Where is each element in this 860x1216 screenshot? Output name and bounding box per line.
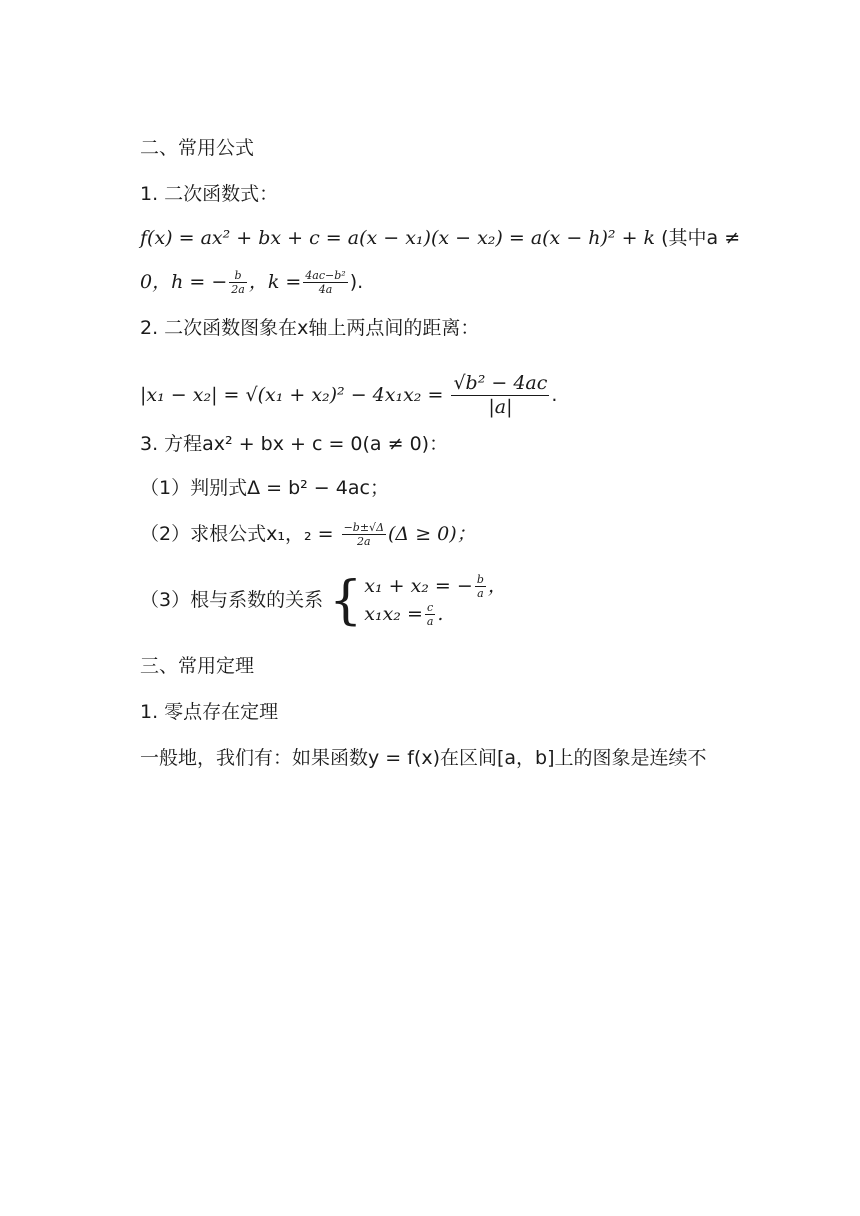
root-formula-label: （2）求根公式x₁，₂ = xyxy=(140,523,334,545)
product-fraction: $\frac{c}{a}$ xyxy=(426,600,434,628)
k-denominator: 4a xyxy=(318,283,333,296)
sum-fraction: $\frac{b}{a}$ xyxy=(476,573,484,601)
root-denominator: 2a xyxy=(357,535,371,548)
formula-3-item-1: （1）判别式Δ = b² − 4ac； xyxy=(140,477,389,499)
h-numerator: b xyxy=(229,269,247,283)
vieta-sum: x₁ + x₂ = − $\frac{b}{a}$ ， xyxy=(364,573,507,601)
formula-2-left: |x₁ − x₂| = √(x₁ + x₂)² − 4x₁x₂ = xyxy=(140,383,444,406)
formula-3-heading: 3. 方程ax² + bx + c = 0(a ≠ 0)： xyxy=(140,433,449,455)
h-denominator: 2a xyxy=(231,283,245,296)
vieta-product: x₁x₂ = $\frac{c}{a}$ . xyxy=(364,600,444,628)
theorem-1-heading: 1. 零点存在定理 xyxy=(140,701,279,723)
formula-1-heading: 1. 二次函数式： xyxy=(140,183,279,205)
h-fraction xyxy=(229,269,247,296)
formula-1-close: ). xyxy=(349,271,364,293)
formula-1-continuation xyxy=(140,268,750,296)
formula-1-h-label: 0，h = − xyxy=(140,271,228,293)
section-title-theorems: 三、常用定理 xyxy=(140,655,255,677)
vieta-label: （3）根与系数的关系 xyxy=(140,589,324,611)
root-formula-condition: (Δ ≥ 0)； xyxy=(388,523,476,545)
formula-2-end: . xyxy=(551,383,558,406)
vieta-system xyxy=(329,570,507,631)
k-numerator: 4ac−b² xyxy=(305,268,346,282)
theorem-1-text: 一般地，我们有：如果函数y = f(x)在区间[a，b]上的图象是连续不 xyxy=(140,747,707,769)
formula-1-expression: f(x) = ax² + bx + c = a(x − x₁)(x − x₂) = a(x − h)² + k xyxy=(140,227,656,249)
formula-1-k-label: ，k = xyxy=(248,271,302,293)
section-title-formulas: 二、常用公式 xyxy=(140,137,255,159)
formula-2-line xyxy=(140,372,750,419)
distance-numerator: √b² − 4ac xyxy=(453,372,548,394)
formula-1-line xyxy=(140,224,750,252)
distance-fraction xyxy=(451,372,549,419)
formula-1-note-open: (其中a ≠ xyxy=(661,227,741,249)
left-brace-icon: { xyxy=(329,570,363,631)
root-numerator: −b±√Δ xyxy=(343,520,385,534)
root-fraction xyxy=(342,521,386,548)
formula-2-heading: 2. 二次函数图象在x轴上两点间的距离： xyxy=(140,317,480,339)
formula-3-item-3 xyxy=(140,570,750,630)
formula-3-item-2 xyxy=(140,520,750,548)
distance-denominator: |a| xyxy=(488,395,513,418)
k-fraction xyxy=(303,269,347,296)
